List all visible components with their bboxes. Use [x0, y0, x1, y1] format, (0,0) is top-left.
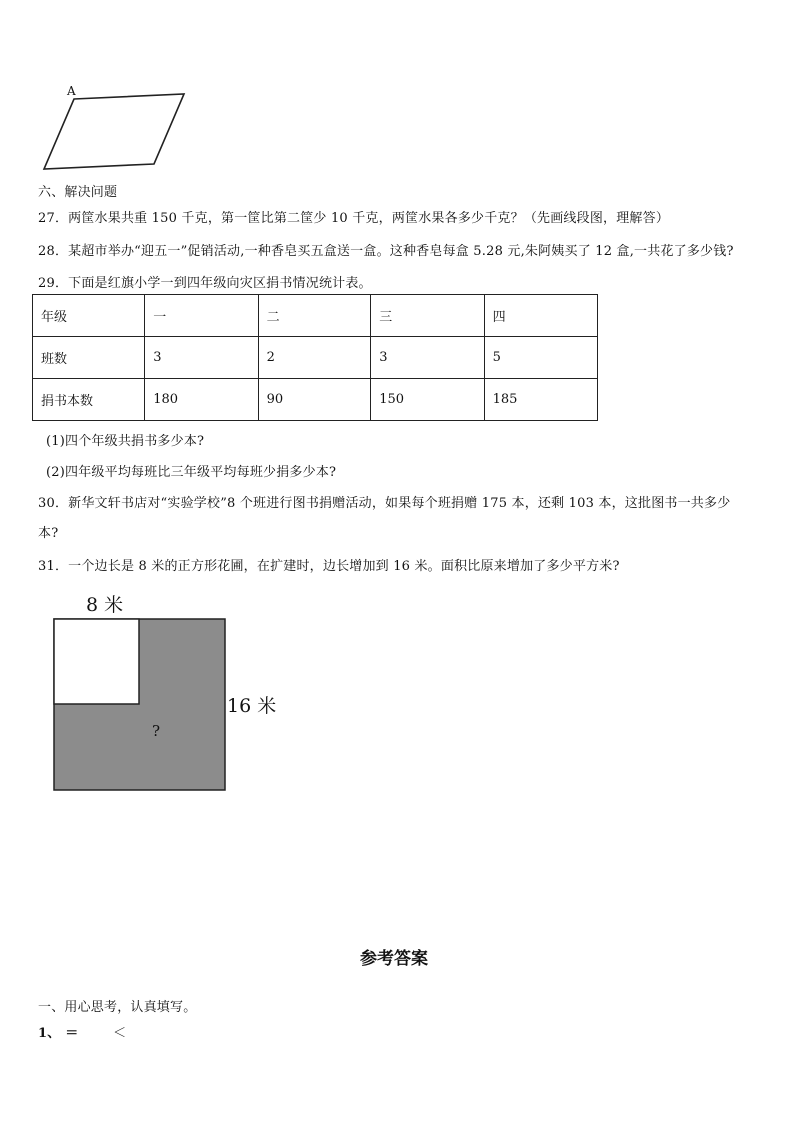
question-29-part-1: (1)四个年级共捐书多少本? — [46, 434, 205, 449]
table-cell: 四 — [484, 295, 597, 337]
square-garden-figure — [50, 615, 230, 795]
table-cell: 二 — [258, 295, 371, 337]
answer-1-first: ＝ — [65, 1026, 79, 1041]
table-cell: 3 — [371, 337, 484, 379]
question-29-part-2: (2)四年级平均每班比三年级平均每班少捐多少本? — [46, 465, 337, 480]
answer-1-second: ＜ — [113, 1026, 127, 1041]
original-square — [54, 619, 139, 704]
table-cell: 90 — [258, 379, 371, 421]
table-cell: 3 — [145, 337, 258, 379]
table-cell: 2 — [258, 337, 371, 379]
donation-table — [32, 294, 598, 421]
side-label-16m: 16 米 — [227, 695, 277, 717]
table-row — [33, 337, 598, 379]
table-cell: 150 — [371, 379, 484, 421]
table-cell: 185 — [484, 379, 597, 421]
table-row — [33, 295, 598, 337]
answer-1 — [38, 1022, 126, 1041]
table-row — [33, 379, 598, 421]
table-cell: 捐书本数 — [33, 379, 145, 421]
vertex-label: A — [67, 84, 76, 98]
table-cell: 180 — [145, 379, 258, 421]
question-30-line-2: 本? — [38, 526, 59, 541]
table-cell: 年级 — [33, 295, 145, 337]
table-cell: 一 — [145, 295, 258, 337]
question-30-line-1: 30．新华文轩书店对“实验学校”8 个班进行图书捐赠活动，如果每个班捐赠 175 本，还剩 103 本，这批图书一共多少 — [38, 496, 731, 511]
parallelogram-figure — [36, 84, 196, 176]
question-29: 29．下面是红旗小学一到四年级向灾区捐书情况统计表。 — [38, 276, 372, 291]
question-28: 28．某超市举办“迎五一”促销活动,一种香皂买五盒送一盒。这种香皂每盒 5.28 元,朱阿姨买了 12 盒,一共花了多少钱? — [38, 244, 734, 259]
unknown-area-mark: ? — [152, 722, 161, 740]
question-31: 31．一个边长是 8 米的正方形花圃，在扩建时，边长增加到 16 米。面积比原来增加了多少平方米? — [38, 559, 620, 574]
answers-title: 参考答案 — [360, 949, 428, 969]
table-cell: 班数 — [33, 337, 145, 379]
question-27: 27．两筐水果共重 150 千克，第一筐比第二筐少 10 千克，两筐水果各多少千克？（先画线段图，理解答） — [38, 211, 670, 226]
section-heading: 六、解决问题 — [38, 185, 118, 200]
parallelogram-shape — [44, 94, 184, 169]
side-label-8m: 8 米 — [86, 594, 124, 616]
table-cell: 5 — [484, 337, 597, 379]
answer-1-number: 1、 — [38, 1026, 61, 1041]
table-cell: 三 — [371, 295, 484, 337]
answers-section-1: 一、用心思考，认真填写。 — [38, 1000, 197, 1015]
